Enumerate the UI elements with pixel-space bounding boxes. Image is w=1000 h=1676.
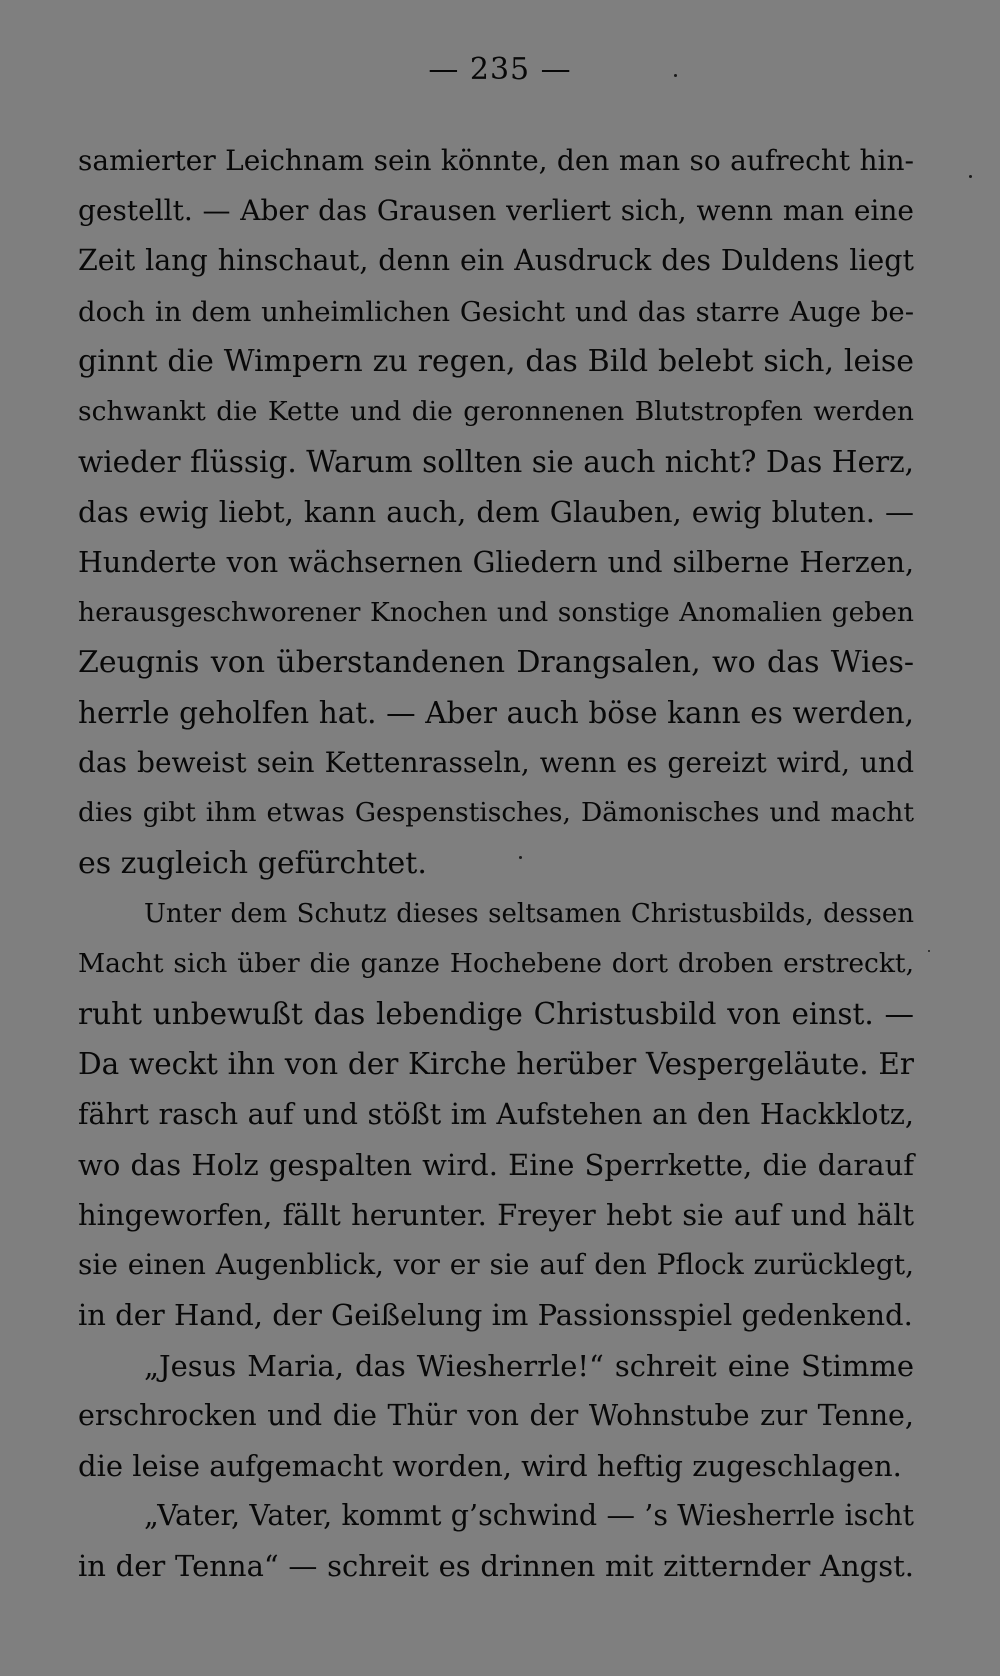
- text-line: Hunderte von wächsernen Gliedern und silberne Herzen,: [78, 545, 914, 579]
- text-line: in der Hand, der Geißelung im Passionsspiel gedenkend.: [78, 1298, 913, 1333]
- text-line: hingeworfen, fällt herunter. Freyer hebt sie auf und hält: [78, 1197, 914, 1232]
- print-speck: [928, 950, 930, 952]
- text-line: fährt rasch auf und stößt im Aufstehen an den Hackklotz,: [78, 1097, 914, 1131]
- text-line: dies gibt ihm etwas Gespenstisches, Dämonisches und macht: [78, 797, 914, 829]
- body-text: [78, 136, 914, 1591]
- text-line: die leise aufgemacht worden, wird heftig zugeschlagen.: [78, 1448, 902, 1483]
- text-line: sie einen Augenblick, vor er sie auf den Pflock zurücklegt,: [78, 1248, 914, 1282]
- page-number: — 235 —: [428, 52, 572, 87]
- text-line: herausgeschworener Knochen und sonstige Anomalien geben: [78, 596, 914, 628]
- text-line: wieder flüssig. Warum sollten sie auch nicht? Das Herz,: [78, 445, 914, 480]
- print-speck: [969, 175, 972, 178]
- text-line: wo das Holz gespalten wird. Eine Sperrkette, die darauf: [78, 1147, 914, 1182]
- text-line: Da weckt ihn von der Kirche herüber Vespergeläute. Er: [78, 1047, 914, 1082]
- text-line: Zeugnis von überstandenen Drangsalen, wo das Wies-: [78, 644, 914, 680]
- text-line: Macht sich über die ganze Hochebene dort droben erstreckt,: [78, 948, 914, 979]
- text-line: ruht unbewußt das lebendige Christusbild von einst. —: [78, 997, 914, 1032]
- text-line: erschrocken und die Thür von der Wohnstube zur Tenne,: [78, 1398, 914, 1432]
- text-line: gestellt. — Aber das Grausen verliert sich, wenn man eine: [78, 194, 914, 228]
- text-line: „Jesus Maria, das Wiesherrle!“ schreit eine Stimme: [144, 1348, 914, 1383]
- text-line: das ewig liebt, kann auch, dem Glauben, ewig bluten. —: [78, 495, 914, 530]
- text-line: das beweist sein Kettenrasseln, wenn es gereizt wird, und: [78, 746, 914, 780]
- text-line: samierter Leichnam sein könnte, den man so aufrecht hin-: [78, 144, 914, 177]
- print-speck: [519, 856, 522, 859]
- text-line: schwankt die Kette und die geronnenen Blutstropfen werden: [78, 395, 914, 427]
- text-line: „Vater, Vater, kommt g’schwind — ’s Wiesherrle ischt: [144, 1499, 914, 1533]
- print-speck: [674, 74, 677, 77]
- text-line: in der Tenna“ — schreit es drinnen mit zitternder Angst.: [78, 1549, 914, 1584]
- text-line: Zeit lang hinschaut, denn ein Ausdruck des Duldens liegt: [78, 244, 914, 278]
- text-line: es zugleich gefürchtet.: [78, 845, 427, 881]
- text-line: Unter dem Schutz dieses seltsamen Christusbilds, dessen: [144, 898, 914, 929]
- text-line: doch in dem unheimlichen Gesicht und das starre Auge be-: [78, 295, 914, 328]
- text-line: herrle geholfen hat. — Aber auch böse kann es werden,: [78, 696, 914, 731]
- text-line: ginnt die Wimpern zu regen, das Bild belebt sich, leise: [78, 343, 914, 379]
